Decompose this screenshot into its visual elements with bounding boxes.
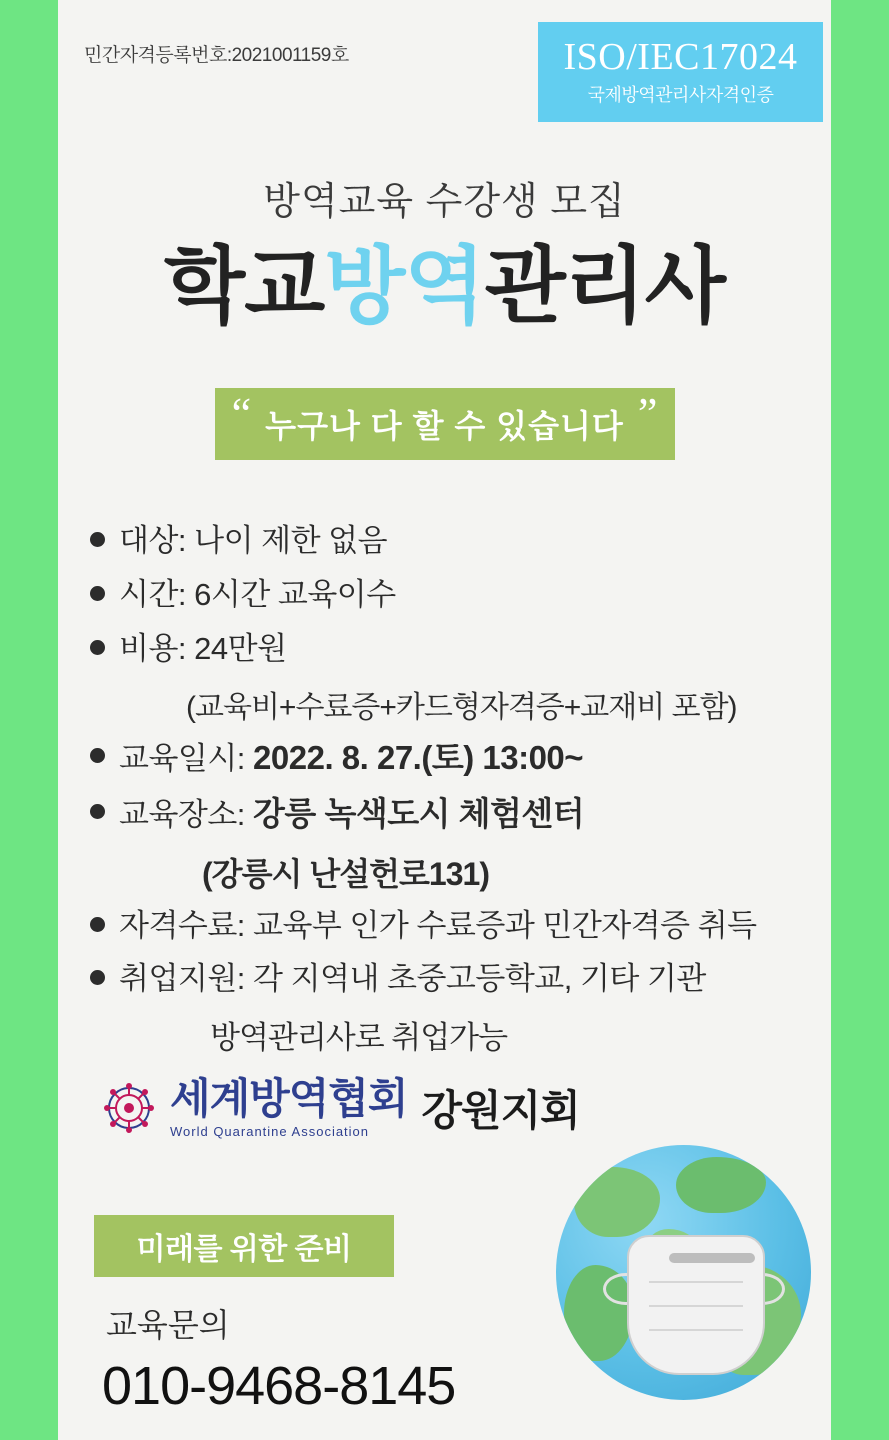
left-green-band <box>0 0 58 1440</box>
info-cost-value: 24만원 <box>194 630 287 666</box>
info-certificate-value: 교육부 인가 수료증과 민간자격증 취득 <box>253 907 757 943</box>
quote-mark-right: ” <box>637 389 658 439</box>
main-title-part2: 관리사 <box>484 239 726 333</box>
association-branch: 강원지회 <box>421 1087 580 1134</box>
info-certificate <box>119 905 757 947</box>
future-slogan-box <box>94 1215 394 1277</box>
iso-badge-main-text: ISO/IEC17024 <box>563 35 798 78</box>
info-schedule-value: 2022. 8. 27.(토) 13:00~ <box>253 738 584 776</box>
continent-shape <box>676 1157 766 1213</box>
info-schedule <box>119 736 583 781</box>
poster-sheet <box>58 0 831 1440</box>
poster-main-title <box>58 240 831 332</box>
association-name: 세계방역협회 <box>170 1074 408 1122</box>
registration-number: 민간자격등록번호:2021001159호 <box>84 45 349 66</box>
main-title-part1: 학교 <box>163 239 325 333</box>
iso-certification-badge <box>538 22 823 122</box>
list-item <box>90 520 805 562</box>
info-employment <box>119 958 706 1000</box>
info-employment-label: 취업지원: <box>119 961 245 997</box>
right-green-band <box>831 0 889 1440</box>
iso-badge-sub-text: 국제방역관리사자격인증 <box>587 84 774 105</box>
info-cost-label: 비용: <box>119 630 187 666</box>
info-duration <box>119 574 396 616</box>
bullet-icon <box>90 748 105 763</box>
info-target <box>119 520 387 562</box>
info-employment-value: 각 지역내 초중고등학교, 기타 기관 <box>253 961 706 997</box>
cost-note: (교육비+수료증+카드형자격증+교재비 포함) <box>186 690 737 724</box>
main-title-highlight: 방역 <box>324 239 485 333</box>
list-item <box>90 736 805 781</box>
association-text-block <box>170 1074 408 1139</box>
slogan-text: 누구나 다 할 수 있습니다 <box>265 408 624 444</box>
list-item <box>90 628 805 670</box>
bullet-icon <box>90 804 105 819</box>
info-target-value: 나이 제한 없음 <box>194 523 388 558</box>
info-duration-label: 시간: <box>119 576 187 612</box>
info-employment-line2: 방역관리사로 취업가능 <box>210 1020 508 1056</box>
slogan-box <box>215 388 675 460</box>
bullet-icon <box>90 586 105 601</box>
mask-body <box>627 1235 765 1375</box>
contact-phone-number: 010-9468-8145 <box>102 1356 456 1416</box>
association-name-english: World Quarantine Association <box>170 1123 370 1139</box>
bullet-icon <box>90 532 105 547</box>
association-logo-block <box>96 1075 580 1141</box>
contact-label: 교육문의 <box>106 1307 230 1343</box>
face-mask-icon <box>609 1227 779 1377</box>
mask-fold <box>649 1329 743 1331</box>
quote-mark-left: “ <box>231 389 252 439</box>
mask-fold <box>649 1305 743 1307</box>
mask-fold <box>649 1281 743 1283</box>
list-item <box>90 792 805 837</box>
bullet-icon <box>90 970 105 985</box>
future-slogan-text: 미래를 위한 준비 <box>136 1233 352 1266</box>
info-duration-value: 6시간 교육이수 <box>194 576 396 612</box>
list-item <box>90 574 805 616</box>
information-list <box>90 520 805 1067</box>
mask-nose-clip <box>669 1253 755 1263</box>
list-item <box>90 905 805 947</box>
earth-mask-illustration <box>551 1135 821 1425</box>
info-place <box>119 792 584 837</box>
virus-icon <box>96 1075 162 1141</box>
info-certificate-label: 자격수료: <box>119 907 245 943</box>
info-place-address: (강릉시 난설헌로131) <box>202 855 489 892</box>
info-schedule-label: 교육일시: <box>119 740 245 776</box>
info-target-label: 대상: <box>119 523 187 558</box>
info-place-label: 교육장소: <box>119 797 245 833</box>
info-place-value: 강릉 녹색도시 체험센터 <box>253 795 585 833</box>
bullet-icon <box>90 917 105 932</box>
poster-subtitle: 방역교육 수강생 모집 <box>263 181 626 223</box>
bullet-icon <box>90 640 105 655</box>
info-cost <box>119 628 287 670</box>
list-item <box>90 958 805 1000</box>
